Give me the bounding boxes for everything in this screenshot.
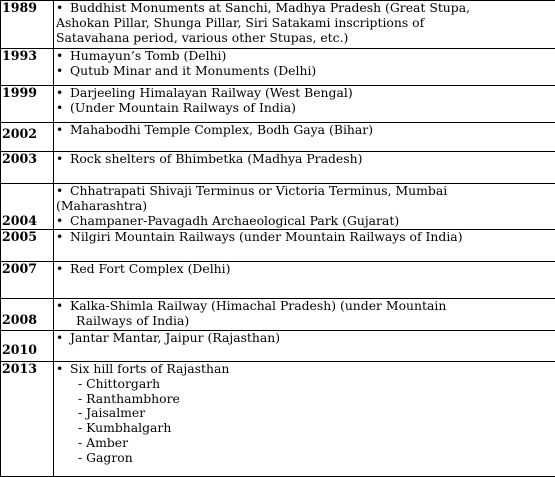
description-cell [54, 299, 555, 331]
description-text: Champaner-Pavagadh Archaeological Park (Gujarat) [70, 213, 399, 228]
description-line [56, 64, 555, 79]
description-line [56, 184, 555, 199]
description-text: Kalka-Shimla Railway (Himachal Pradesh) (under Mountain [70, 299, 446, 314]
year-cell: 2013 [1, 362, 54, 477]
bullet-icon: • [56, 299, 70, 314]
description-text: Nilgiri Mountain Railways (under Mountain Railways of India) [70, 230, 463, 245]
description-cell [54, 262, 555, 299]
bullet-icon: • [56, 64, 70, 79]
bullet-icon: • [56, 331, 70, 346]
description-line [56, 314, 555, 329]
table-body [1, 1, 555, 477]
bullet-icon: • [56, 184, 70, 199]
description-line [56, 152, 555, 167]
table-row [1, 299, 555, 331]
year-cell: 1993 [1, 49, 54, 86]
table-row [1, 230, 555, 262]
description-line [56, 1, 555, 16]
description-text: - Gagron [78, 450, 133, 465]
bullet-icon: • [56, 101, 70, 116]
description-cell [54, 230, 555, 262]
year-cell: 2010 [1, 331, 54, 362]
description-line [56, 262, 555, 277]
description-text: Qutub Minar and it Monuments (Delhi) [70, 63, 316, 78]
description-text: - Jaisalmer [78, 405, 145, 420]
year-cell: 2002 [1, 123, 54, 152]
year-cell: 1989 [1, 1, 54, 49]
description-line [56, 86, 555, 101]
description-text: Darjeeling Himalayan Railway (West Bengal) [70, 86, 353, 101]
table-row [1, 1, 555, 49]
description-line [56, 451, 555, 466]
bullet-icon: • [56, 362, 70, 377]
bullet-icon: • [56, 49, 70, 64]
description-text: - Kumbhalgarh [78, 420, 171, 435]
description-text: - Ranthambhore [78, 391, 180, 406]
table-row [1, 152, 555, 184]
description-cell [54, 331, 555, 362]
description-line [56, 421, 555, 436]
year-cell: 2005 [1, 230, 54, 262]
description-line [56, 123, 555, 138]
description-line [56, 406, 555, 421]
table-row [1, 86, 555, 123]
description-line [56, 331, 555, 346]
description-cell [54, 362, 555, 477]
description-line [56, 362, 555, 377]
description-text: Red Fort Complex (Delhi) [70, 262, 230, 277]
description-cell [54, 49, 555, 86]
description-cell [54, 86, 555, 123]
year-cell: 2003 [1, 152, 54, 184]
description-line [56, 49, 555, 64]
description-line [56, 31, 555, 46]
description-line [56, 214, 555, 229]
description-text: Mahabodhi Temple Complex, Bodh Gaya (Bihar) [70, 123, 373, 138]
description-text: Humayun’s Tomb (Delhi) [70, 49, 226, 64]
description-line [56, 377, 555, 392]
description-line [56, 230, 555, 245]
description-text: (Under Mountain Railways of India) [70, 100, 296, 115]
description-text: Six hill forts of Rajasthan [70, 362, 229, 377]
table-row [1, 362, 555, 477]
description-text: - Amber [78, 435, 128, 450]
description-line [56, 101, 555, 116]
description-text: Chhatrapati Shivaji Terminus or Victoria Terminus, Mumbai [70, 184, 447, 199]
description-text: Ashokan Pillar, Shunga Pillar, Siri Satakami inscriptions of [56, 15, 424, 30]
bullet-icon: • [56, 230, 70, 245]
description-text: Jantar Mantar, Jaipur (Rajasthan) [70, 331, 280, 346]
description-cell [54, 152, 555, 184]
description-line [56, 16, 555, 31]
bullet-icon: • [56, 214, 70, 229]
description-text: Buddhist Monuments at Sanchi, Madhya Pradesh (Great Stupa, [70, 1, 470, 16]
bullet-icon: • [56, 152, 70, 167]
year-cell: 2008 [1, 299, 54, 331]
table-row [1, 49, 555, 86]
description-text: Railways of India) [76, 313, 189, 328]
table-row [1, 184, 555, 230]
description-text: Satavahana period, various other Stupas, etc.) [56, 30, 348, 45]
table-row [1, 123, 555, 152]
bullet-icon: • [56, 123, 70, 138]
description-line [56, 299, 555, 314]
description-text: Rock shelters of Bhimbetka (Madhya Pradesh) [70, 152, 362, 167]
description-line [56, 199, 555, 214]
description-cell [54, 123, 555, 152]
description-line [56, 436, 555, 451]
year-cell: 1999 [1, 86, 54, 123]
description-line [56, 392, 555, 407]
table-row [1, 331, 555, 362]
year-cell: 2004 [1, 184, 54, 230]
description-text: (Maharashtra) [56, 198, 147, 213]
table-row [1, 262, 555, 299]
description-cell [54, 184, 555, 230]
bullet-icon: • [56, 86, 70, 101]
bullet-icon: • [56, 1, 70, 16]
description-cell [54, 1, 555, 49]
year-cell: 2007 [1, 262, 54, 299]
bullet-icon: • [56, 262, 70, 277]
description-text: - Chittorgarh [78, 376, 160, 391]
